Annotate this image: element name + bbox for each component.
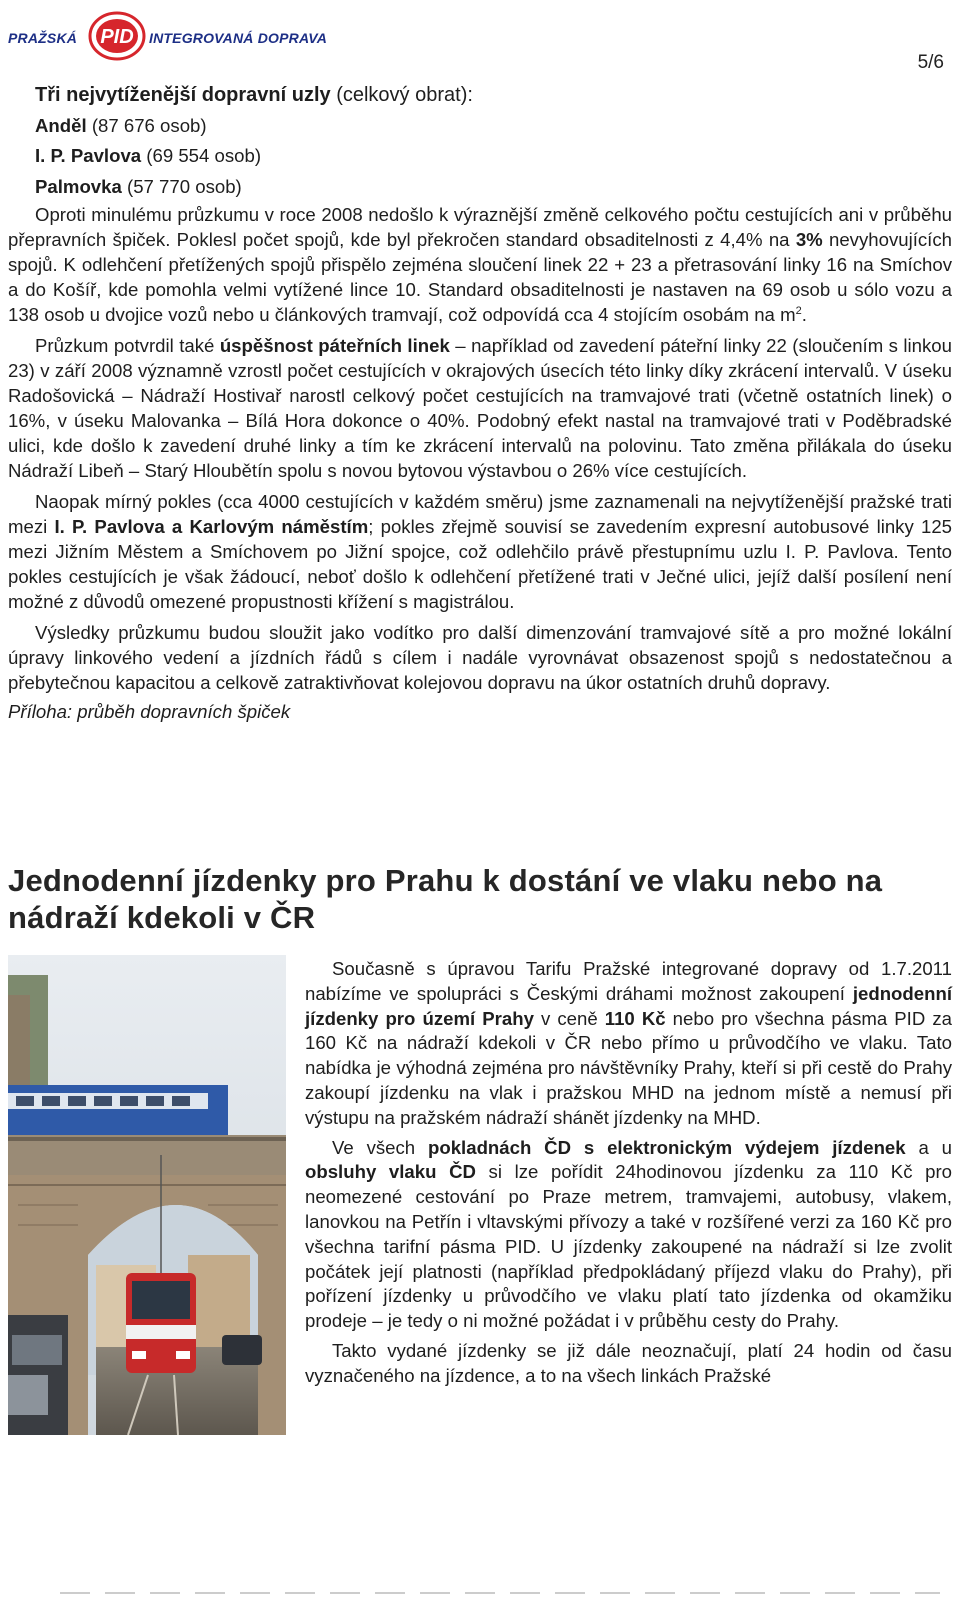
pid-logo-icon xyxy=(86,6,148,62)
transport-hubs-list xyxy=(8,80,952,202)
article-paragraph-validity: Takto vydané jízdenky se již dále neoznačují, platí 24 hodin od času vyznačeného na jízdence, a to na všech linkách Pražské xyxy=(305,1339,952,1386)
tram-photo xyxy=(8,955,286,1435)
attachment-note: Příloha: průběh dopravních špiček xyxy=(8,701,291,722)
paragraph-decrease: Naopak mírný pokles (cca 4000 cestujících v každém směru) jsme zaznamenali na nejvytíženější pražské trati mezi I. P. Pavlova a Karlovým náměstím; pokles zřejmě souvisí se zavedením expresní autobusové linky 125 mezi Jižním Městem a Smíchovem po Jižní spojce, což odlehčilo právě přestupnímu uzlu I. P. Pavlova. Tento pokles cestujících je však žádoucí, neboť došlo k odlehčení přetížené trati v Ječné ulici, jejíž další posílení není možné z důvodů omezené propustnosti křížení s magistrálou. xyxy=(8,491,952,612)
hubs-title xyxy=(35,80,952,111)
article-headline: Jednodenní jízdenky pro Prahu k dostání ve vlaku nebo na nádraží kdekoli v ČR xyxy=(8,863,883,935)
paragraph-survey-comparison: Oproti minulému průzkumu v roce 2008 nedošlo k výraznější změně celkového počtu cestujících ani v průběhu přepravních špiček. Poklesl počet spojů, kde byl překročen standard obsaditelnosti z 4,4% na 3% nevyhovujících spojů. K odlehčení přetížených spojů přispělo zejména sloučení linek 22 + 23 a přetrasování linky 16 na Smíchov a do Košíř, kde pomohla velmi vytížené lince 10. Standard obsaditelnosti je nastaven na 69 osob u sólo vozu a 138 osob u dvojice vozů nebo u článkových tramvají, což odpovídá cca 4 stojícím osobám na $m^2$. xyxy=(8,204,952,325)
document-header xyxy=(8,6,952,73)
pid-logo-text: PID xyxy=(100,26,134,48)
tram-under-bridge-image xyxy=(8,955,286,1435)
article-paragraph-purchase: Ve všech pokladnách ČD s elektronickým výdejem jízdenek a u obsluhy vlaku ČD si lze pořídit 24hodinovou jízdenku za 110 Kč pro neomezené cestování po Praze metrem, tramvajemi, autobusy, vlakem, lanovkou na Petřín i vltavskými přívozy a také v rozšířené verzi za 160 Kč pro všechna tarifní pásma PID. U jízdenky zakoupené na nádraží si lze zvolit počátek její platnosti (například předpokládaný příjezd vlaku do Prahy), při pořízení jízdenky u průvodčího ve vlaku platí tato jízdenka od okamžiku prodeje – je tedy o ni možné požádat i v průběhu cesty do Prahy. xyxy=(305,1136,953,1332)
hubs-title-bold: Tři nejvytíženější dopravní uzly xyxy=(35,84,331,106)
hub-name: I. P. Pavlova xyxy=(35,145,142,166)
main-text xyxy=(8,80,952,724)
hub-name: Anděl xyxy=(35,114,87,136)
article-paragraph-offer: Současně s úpravou Tarifu Pražské integrované dopravy od 1.7.2011 nabízíme ve spolupráci s Českými dráhami možnost zakoupení jednodenní jízdenky pro území Prahy v ceně 110 Kč nebo pro všechna pásma PID za 160 Kč na nádraží kdekoli v ČR nebo přímo u průvodčího ve vlaku. Tato nabídka je výhodná zejména pro návštěvníky Prahy, kteří si při cestě do Prahy zakoupí jízdenku na vlak i pražskou MHD na jednom místě a nemusí při výstupu na pražském nádraží shánět jízdenky na MHD. xyxy=(305,958,952,1128)
hubs-title-rest: (celkový obrat): xyxy=(336,84,473,106)
hub-item xyxy=(35,172,952,203)
hub-count: (69 554 osob) xyxy=(146,145,262,166)
brand-left-text: PRAŽSKÁ xyxy=(8,30,78,46)
footer-divider xyxy=(60,1592,940,1594)
hub-item xyxy=(35,111,952,142)
article-body xyxy=(305,957,952,1389)
paragraph-results: Výsledky průzkumu budou sloužit jako vodítko pro další dimenzování tramvajové sítě a pro možné lokální úpravy linkového vedení a jízdních řádů s cílem i nadále vyrovnávat obsazenost spojů s nedostatečnou a přebytečnou kapacitou a celkově zatraktivňovat kolejovou dopravu na úkor ostatních druhů dopravy. xyxy=(8,622,952,693)
brand-right-text: INTEGROVANÁ DOPRAVA xyxy=(149,30,328,46)
paragraph-trunk-lines: Průzkum potvrdil také úspěšnost páteřních linek – například od zavedení páteřní linky 22 (sloučením s linkou 23) v září 2008 významně vzrostl počet cestujících v okrajových úsecích této linky díky zkrácení intervalů. V úseku Radošovická – Nádraží Hostivař narostl celkový počet cestujících na tramvajové trati (včetně ostatních linek) o 16%, v úseku Malovanka – Bílá Hora dokonce o 40%. Podobný efekt nastal na tramvajové trati v Poděbradské ulici, kde došlo k zavedení druhé linky a tím ke zkrácení intervalů na polovinu. Tato změna přilákala do úseku Nádraží Libeň – Starý Hloubětín spolu s novou bytovou výstavbou o 26% více cestujících. xyxy=(8,335,952,481)
hub-item xyxy=(35,141,952,172)
hub-count: (57 770 osob) xyxy=(127,175,242,197)
hub-count: (87 676 osob) xyxy=(91,114,207,136)
page-number: 5/6 xyxy=(917,52,944,73)
hub-name: Palmovka xyxy=(35,175,122,197)
